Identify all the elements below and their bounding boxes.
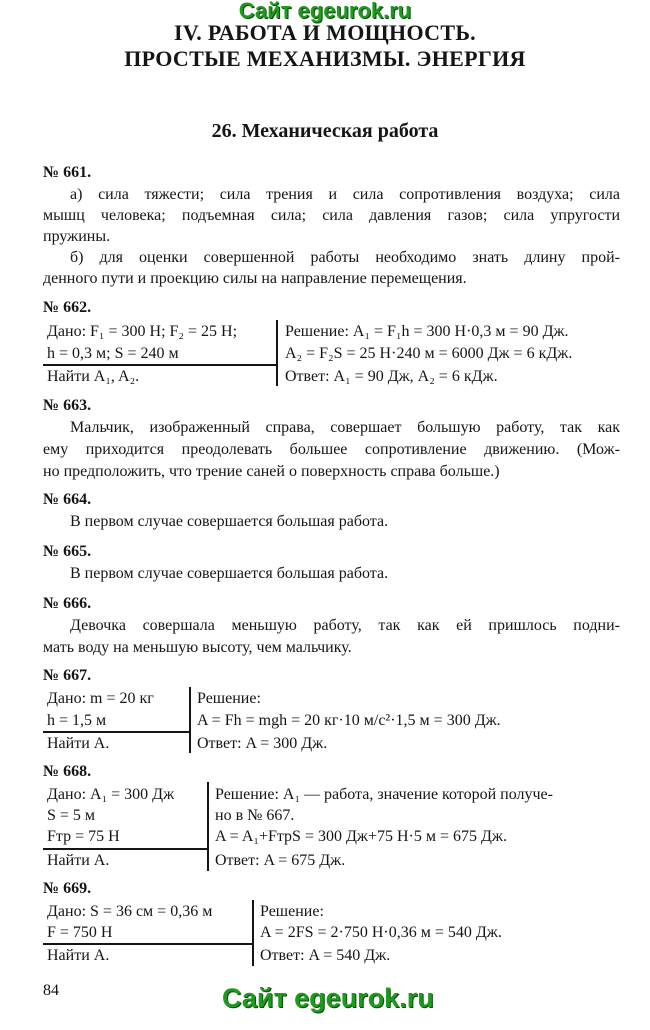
p667-given: h = 1,5 м <box>47 712 107 729</box>
p662-solution: A₂ = F₂S = 25 Н·240 м = 6000 Дж = 6 кДж. <box>285 345 573 362</box>
page-number: 84 <box>43 982 59 999</box>
problem-number-661: № 661. <box>43 164 92 181</box>
p668-given: S = 5 м <box>47 807 96 824</box>
problem-number-664: № 664. <box>43 491 92 508</box>
watermark-bottom: Сайт egeurok.ru <box>222 983 434 1013</box>
p669-find: Найти A. <box>47 947 110 964</box>
p661-line: мышц человека; подъемная сила; сила давления газов; сила упругости <box>43 207 620 224</box>
p667-given: Дано: m = 20 кг <box>47 690 154 707</box>
p665-text: В первом случае совершается большая работа. <box>70 565 389 582</box>
problem-number-666: № 666. <box>43 595 92 612</box>
p668-given: Fтр = 75 Н <box>47 828 120 845</box>
p662-find: Найти A₁, A₂. <box>47 368 140 385</box>
problem-number-668: № 668. <box>43 763 92 780</box>
p662-solution: Решение: A₁ = F₁h = 300 Н·0,3 м = 90 Дж. <box>285 323 569 340</box>
p669-answer: Ответ: A = 540 Дж. <box>260 947 391 964</box>
given-separator <box>276 320 278 386</box>
chapter-title-line1: IV. РАБОТА И МОЩНОСТЬ. <box>174 20 476 45</box>
given-separator <box>189 687 191 753</box>
problem-number-663: № 663. <box>43 397 92 414</box>
p663-line: но предположить, что трение саней о поверхность справа больше.) <box>43 463 500 480</box>
p669-given: F = 750 Н <box>47 924 113 941</box>
p661-line: пружины. <box>43 228 111 245</box>
p668-solution: Решение: A₁ — работа, значение которой получе- <box>215 786 553 803</box>
problem-number-667: № 667. <box>43 667 92 684</box>
p668-given: Дано: A₁ = 300 Дж <box>47 786 175 803</box>
given-separator <box>252 900 254 966</box>
p661-line: б) для оценки совершенной работы необходимо знать длину прой- <box>70 249 620 266</box>
p663-line: Мальчик, изображенный справа, совершает большую работу, так как <box>70 419 620 436</box>
p669-given: Дано: S = 36 см = 0,36 м <box>47 903 213 920</box>
p666-line: мать воду на меньшую высоту, чем мальчику. <box>43 639 352 656</box>
p664-text: В первом случае совершается большая работа. <box>70 513 389 530</box>
p666-line: Девочка совершала меньшую работу, так как ей пришлось подни- <box>70 617 620 634</box>
p668-solution: A = A₁+FтрS = 300 Дж+75 Н·5 м = 675 Дж. <box>215 828 507 845</box>
p667-solution: A = Fh = mgh = 20 кг·10 м/с²·1,5 м = 300 Дж. <box>197 712 501 729</box>
p667-solution: Решение: <box>197 690 261 707</box>
given-separator <box>207 782 209 871</box>
p667-find: Найти A. <box>47 735 110 752</box>
problem-number-665: № 665. <box>43 543 92 560</box>
p668-solution: но в № 667. <box>215 807 295 824</box>
p661-line: а) сила тяжести; сила трения и сила сопротивления воздуха; сила <box>70 186 620 203</box>
watermark-top: Сайт egeurok.ru <box>238 0 412 23</box>
p661-line: денного пути и проекцию силы на направление перемещения. <box>43 270 467 287</box>
p668-find: Найти A. <box>47 852 110 869</box>
p662-answer: Ответ: A₁ = 90 Дж, A₂ = 6 кДж. <box>285 368 498 385</box>
p662-given: h = 0,3 м; S = 240 м <box>47 345 179 362</box>
problem-number-669: № 669. <box>43 880 92 897</box>
p663-line: ему приходится преодолевать большее сопротивление движению. (Мож- <box>43 441 620 458</box>
p669-solution: Решение: <box>260 903 324 920</box>
p667-answer: Ответ: A = 300 Дж. <box>197 735 328 752</box>
p668-answer: Ответ: A = 675 Дж. <box>215 852 346 869</box>
p662-given: Дано: F₁ = 300 Н; F₂ = 25 Н; <box>47 323 238 340</box>
problem-number-662: № 662. <box>43 299 92 316</box>
section-title: 26. Механическая работа <box>211 120 439 142</box>
chapter-title-line2: ПРОСТЫЕ МЕХАНИЗМЫ. ЭНЕРГИЯ <box>124 46 526 71</box>
p669-solution: A = 2FS = 2·750 Н·0,36 м = 540 Дж. <box>260 924 502 941</box>
